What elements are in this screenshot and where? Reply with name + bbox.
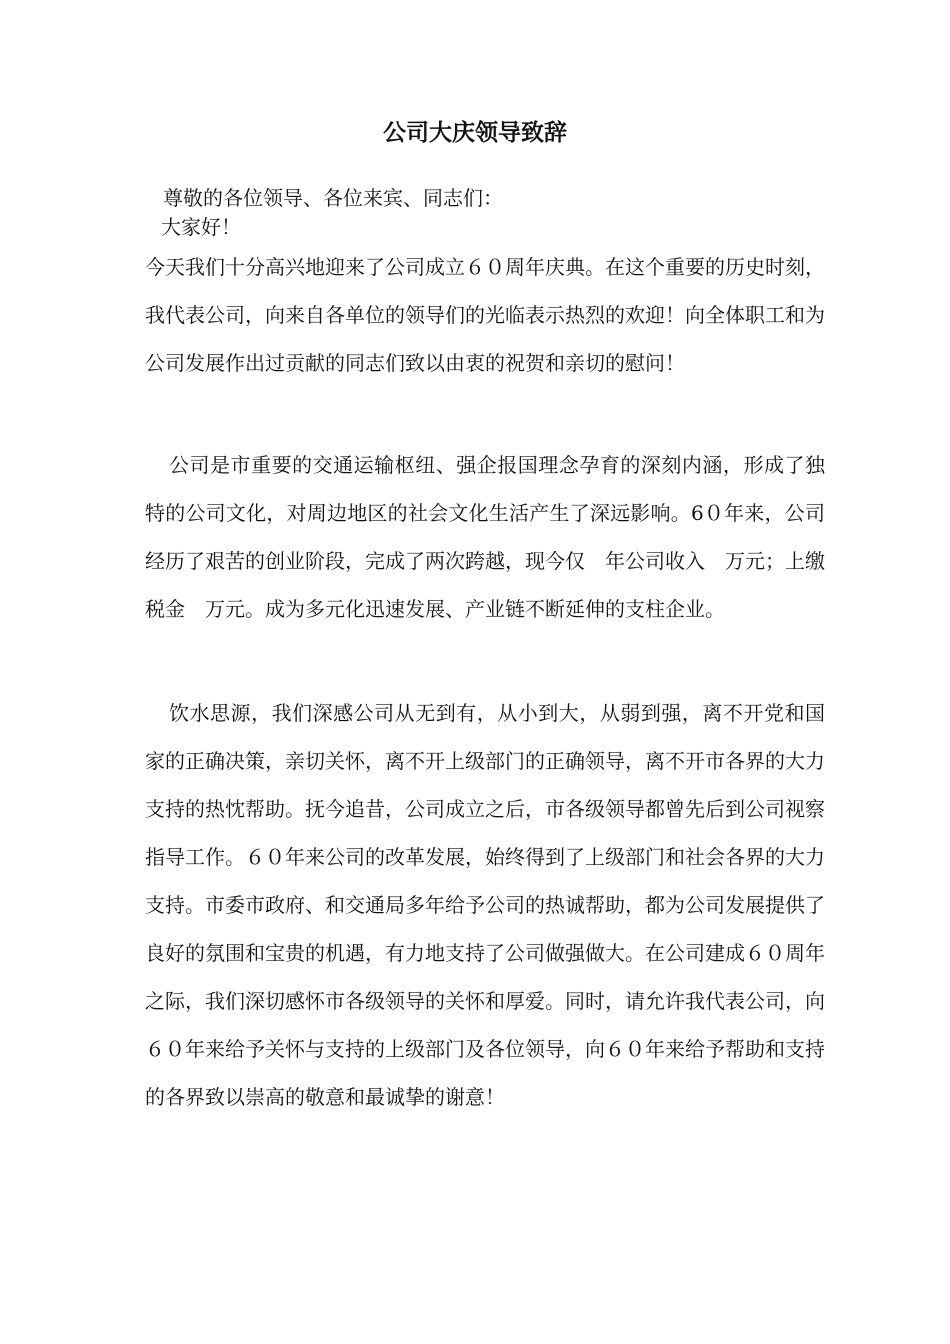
paragraph-company-profile: 公司是市重要的交通运输枢纽、强企报国理念孕育的深刻内涵，形成了独特的公司文化，对周边地区的社会文化生活产生了深远影响。6０年来，公司经历了艰苦的创业阶段，完成了两次跨越，现今仅 年公司收入 万元；上缴税金 万元。成为多元化迅速发展、产业链不断延伸的支柱企业。 <box>145 453 825 621</box>
greeting-line: 大家好！ <box>161 215 241 239</box>
salutation-line: 尊敬的各位领导、各位来宾、同志们： <box>163 186 503 210</box>
paragraph-gratitude: 饮水思源，我们深感公司从无到有，从小到大，从弱到强，离不开党和国家的正确决策，亲切关怀，离不开上级部门的正确领导，离不开市各界的大力支持的热忱帮助。抚今追昔，公司成立之后，市各级领导都曾先后到公司视察指导工作。６０年来公司的改革发展，始终得到了上级部门和社会各界的大力支持。市委市政府、和交通局多年给予公司的热诚帮助，都为公司发展提供了良好的氛围和宝贵的机遇，有力地支持了公司做强做大。在公司建成６０周年之际，我们深切感怀市各级领导的关怀和厚爱。同时，请允许我代表公司，向６０年来给予关怀与支持的上级部门及各位领导，向６０年来给予帮助和支持的各界致以崇高的敬意和最诚挚的谢意！ <box>145 701 825 1109</box>
paragraph-opening: 今天我们十分高兴地迎来了公司成立６０周年庆典。在这个重要的历史时刻，我代表公司，向来自各单位的领导们的光临表示热烈的欢迎！向全体职工和为公司发展作出过贡献的同志们致以由衷的祝贺和亲切的慰问！ <box>145 255 825 375</box>
document-title: 公司大庆领导致辞 <box>383 119 567 146</box>
